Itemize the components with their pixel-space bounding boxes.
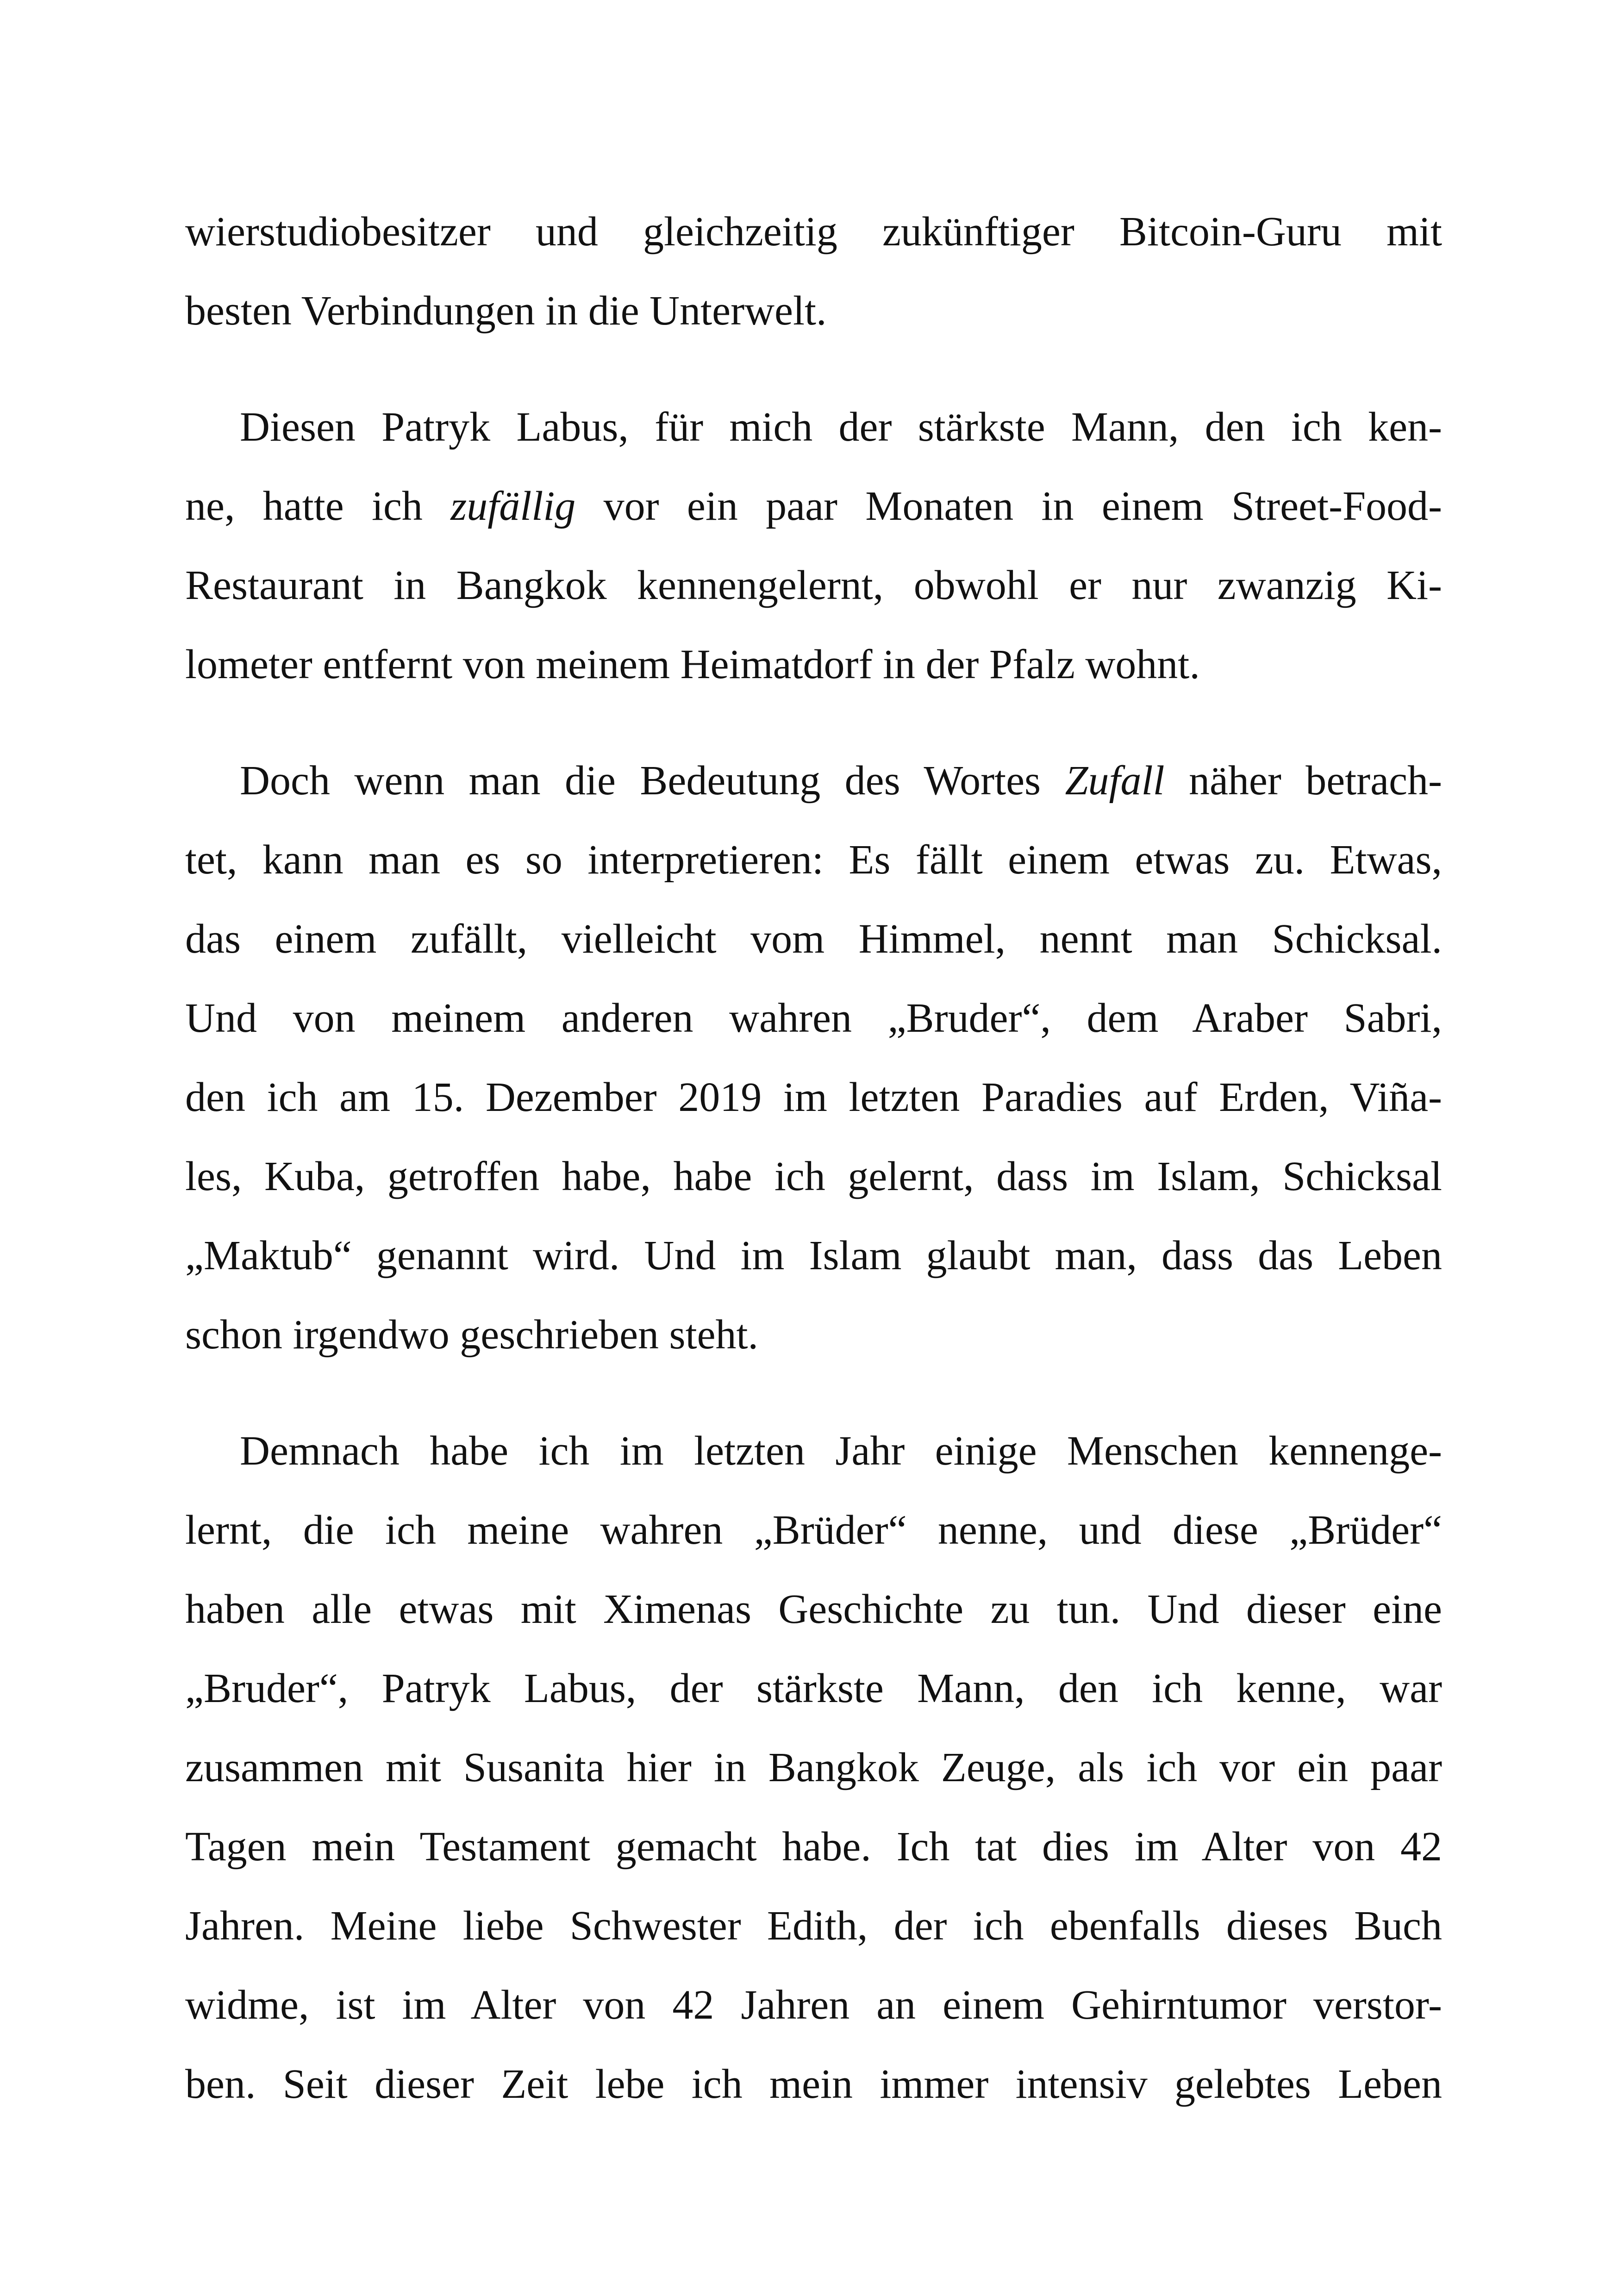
text-line: Und von meinem anderen wahren „Bruder“, dem Araber Sabri,	[185, 995, 1442, 1041]
text-line: Tagen mein Testament gemacht habe. Ich tat dies im Alter von 42	[185, 1824, 1442, 1870]
text-line: haben alle etwas mit Ximenas Geschichte zu tun. Und dieser eine	[185, 1586, 1442, 1632]
paragraph	[185, 741, 1442, 1374]
text-line	[185, 741, 1442, 820]
text-line: den ich am 15. Dezember 2019 im letzten Paradies auf Erden, Viña-	[185, 1074, 1442, 1120]
text-line: Restaurant in Bangkok kennengelernt, obwohl er nur zwanzig Ki-	[185, 562, 1442, 608]
text-line: besten Verbindungen in die Unterwelt.	[185, 288, 827, 334]
italic-word: Zufall	[1065, 758, 1165, 804]
text-line: „Maktub“ genannt wird. Und im Islam glaubt man, dass das Leben	[185, 1233, 1442, 1278]
text-line: das einem zufällt, vielleicht vom Himmel, nennt man Schicksal.	[185, 916, 1442, 962]
text-segment: näher betrach-	[1164, 758, 1442, 804]
text-line: lernt, die ich meine wahren „Brüder“ nenne, und diese „Brüder“	[185, 1507, 1442, 1553]
paragraph	[185, 387, 1442, 704]
italic-word: zufällig	[450, 483, 576, 529]
text-segment: Doch wenn man die Bedeutung des Wortes	[240, 758, 1065, 804]
text-segment: vor ein paar Monaten in einem Street-Food-	[575, 483, 1442, 529]
text-line: „Bruder“, Patryk Labus, der stärkste Mann, den ich kenne, war	[185, 1665, 1442, 1711]
text-line: ben. Seit dieser Zeit lebe ich mein immer intensiv gelebtes Leben	[185, 2061, 1442, 2107]
text-line: Diesen Patryk Labus, für mich der stärkste Mann, den ich ken-	[240, 404, 1442, 450]
text-line: Demnach habe ich im letzten Jahr einige Menschen kennenge-	[240, 1428, 1442, 1474]
text-line: wierstudiobesitzer und gleichzeitig zukünftiger Bitcoin-Guru mit	[185, 209, 1442, 255]
text-line	[185, 467, 1442, 546]
body-text	[185, 192, 1442, 2124]
paragraph	[185, 192, 1442, 350]
text-line: lometer entfernt von meinem Heimatdorf in der Pfalz wohnt.	[185, 642, 1200, 687]
text-segment: ne, hatte ich	[185, 483, 451, 529]
text-line: Jahren. Meine liebe Schwester Edith, der ich ebenfalls dieses Buch	[185, 1903, 1442, 1949]
text-line: widme, ist im Alter von 42 Jahren an einem Gehirntumor verstor-	[185, 1982, 1442, 2028]
paragraph	[185, 1411, 1442, 2124]
text-line: schon irgendwo geschrieben steht.	[185, 1312, 759, 1358]
text-line: tet, kann man es so interpretieren: Es fällt einem etwas zu. Etwas,	[185, 837, 1442, 883]
text-line: les, Kuba, getroffen habe, habe ich gelernt, dass im Islam, Schicksal	[185, 1154, 1442, 1199]
text-line: zusammen mit Susanita hier in Bangkok Zeuge, als ich vor ein paar	[185, 1745, 1442, 1790]
